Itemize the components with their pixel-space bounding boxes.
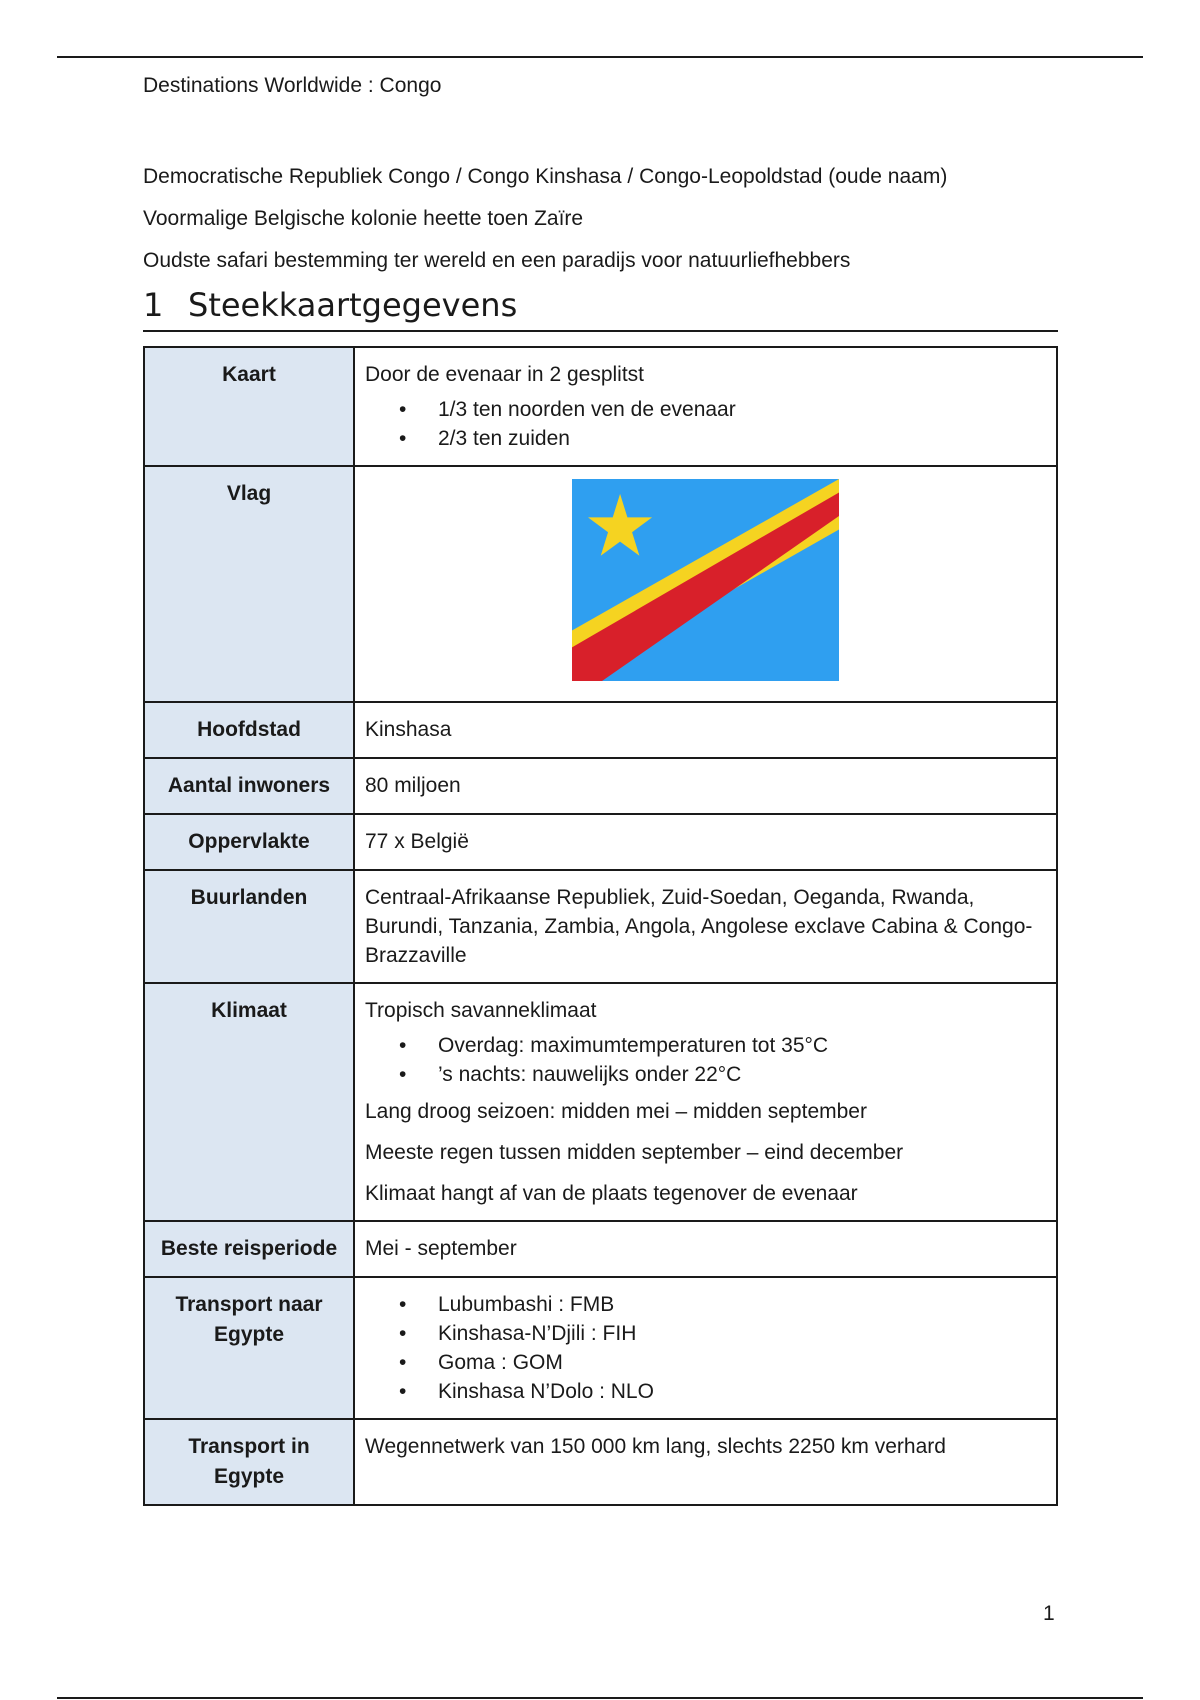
row-value: Wegennetwerk van 150 000 km lang, slechts 2250 km verhard: [354, 1419, 1057, 1505]
table-row-klimaat: [144, 983, 1057, 1221]
page-number: 1: [1043, 1602, 1055, 1625]
row-value: 80 miljoen: [354, 758, 1057, 814]
row-value: Kinshasa: [354, 702, 1057, 758]
row-label: Oppervlakte: [144, 814, 354, 870]
klimaat-bullets: [365, 1031, 1046, 1089]
intro-line: Democratische Republiek Congo / Congo Kinshasa / Congo-Leopoldstad (oude naam): [143, 165, 948, 188]
row-label: Transport naar Egypte: [144, 1277, 354, 1419]
section-number: 1: [143, 286, 164, 324]
row-label: Kaart: [144, 347, 354, 466]
row-label: Hoofdstad: [144, 702, 354, 758]
intro-line: Voormalige Belgische kolonie heette toen Zaïre: [143, 207, 584, 230]
intro-line: Oudste safari bestemming ter wereld en een paradijs voor natuurliefhebbers: [143, 249, 851, 272]
row-value: [354, 347, 1057, 466]
facts-table: [143, 346, 1058, 1506]
row-value: [354, 983, 1057, 1221]
row-label: Klimaat: [144, 983, 354, 1221]
list-item: • Goma : GOM: [365, 1348, 1046, 1377]
airport-list: [365, 1290, 1046, 1406]
row-label: Aantal inwoners: [144, 758, 354, 814]
table-row-vlag: [144, 466, 1057, 702]
row-value: [354, 466, 1057, 702]
bottom-rule: [57, 1697, 1143, 1699]
list-item: • Kinshasa N’Dolo : NLO: [365, 1377, 1046, 1406]
row-label: Beste reisperiode: [144, 1221, 354, 1277]
list-item: • Lubumbashi : FMB: [365, 1290, 1046, 1319]
list-item: • Overdag: maximumtemperaturen tot 35°C: [365, 1031, 1046, 1060]
table-row-reisperiode: [144, 1221, 1057, 1277]
document-header: Destinations Worldwide : Congo: [143, 74, 442, 97]
row-value: 77 x België: [354, 814, 1057, 870]
table-row-kaart: [144, 347, 1057, 466]
row-label: Vlag: [144, 466, 354, 702]
list-item: • ’s nachts: nauwelijks onder 22°C: [365, 1060, 1046, 1089]
klimaat-extra: Meeste regen tussen midden september – eind december: [365, 1141, 904, 1164]
list-item: • 1/3 ten noorden ven de evenaar: [365, 395, 1046, 424]
table-row-hoofdstad: [144, 702, 1057, 758]
section-heading: [143, 286, 1058, 332]
table-row-oppervlakte: [144, 814, 1057, 870]
list-item: • Kinshasa-N’Djili : FIH: [365, 1319, 1046, 1348]
table-row-transport-in: [144, 1419, 1057, 1505]
row-label: Transport in Egypte: [144, 1419, 354, 1505]
klimaat-extra: Lang droog seizoen: midden mei – midden september: [365, 1100, 867, 1123]
list-item: • 2/3 ten zuiden: [365, 424, 1046, 453]
congo-flag-image: [572, 479, 839, 681]
top-rule: [57, 56, 1143, 58]
row-value: Mei - september: [354, 1221, 1057, 1277]
klimaat-extra: Klimaat hangt af van de plaats tegenover de evenaar: [365, 1182, 858, 1205]
intro-block: [143, 156, 947, 282]
row-value: Centraal-Afrikaanse Republiek, Zuid-Soedan, Oeganda, Rwanda, Burundi, Tanzania, Zambia, Angola, Angolese exclave Cabina & Congo-Brazzaville: [354, 870, 1057, 983]
row-value: [354, 1277, 1057, 1419]
table-row-buurlanden: [144, 870, 1057, 983]
kaart-text: Door de evenaar in 2 gesplitst: [365, 363, 644, 386]
klimaat-text: Tropisch savanneklimaat: [365, 999, 597, 1022]
table-row-transport-naar: [144, 1277, 1057, 1419]
table-row-inwoners: [144, 758, 1057, 814]
row-label: Buurlanden: [144, 870, 354, 983]
section-title: Steekkaartgegevens: [188, 286, 518, 324]
kaart-bullets: [365, 395, 1046, 453]
